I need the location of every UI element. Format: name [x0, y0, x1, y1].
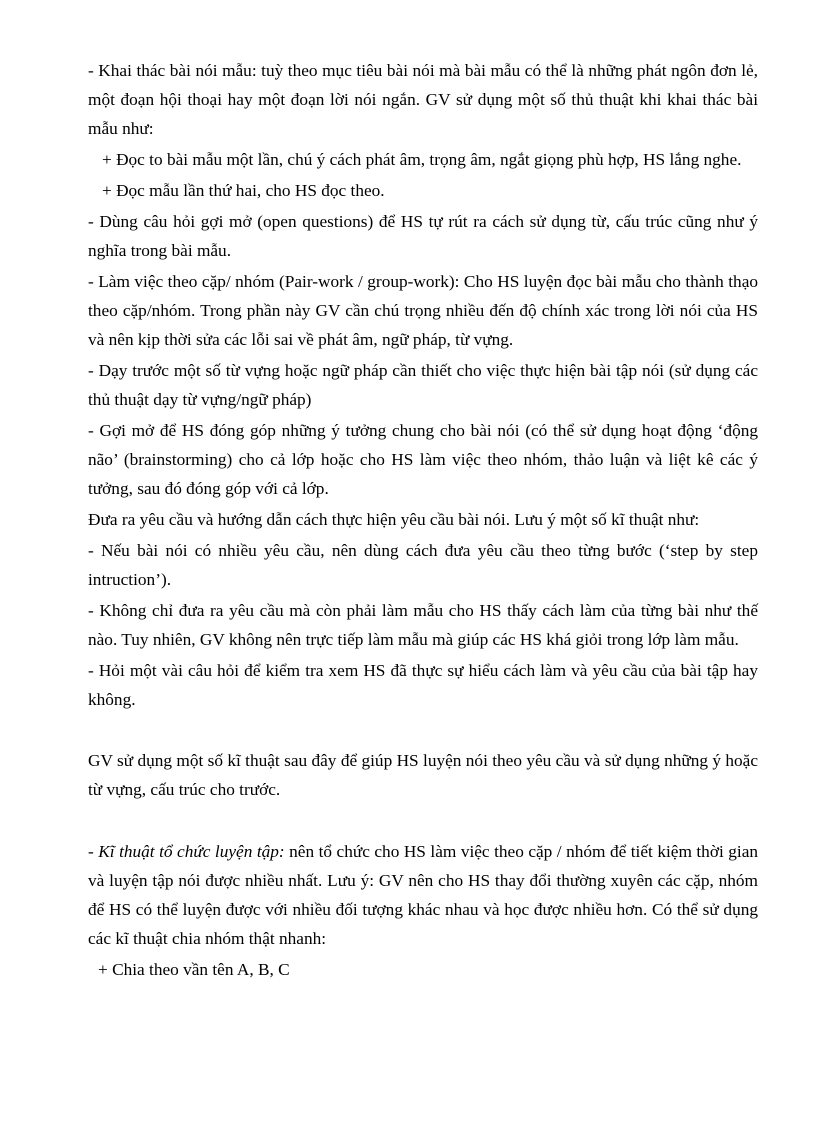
- paragraph-check-questions: - Hỏi một vài câu hỏi để kiểm tra xem HS đã thực sự hiểu cách làm và yêu cầu của bài tập hay không.: [88, 661, 758, 709]
- paragraph-step-by-step: - Nếu bài nói có nhiều yêu cầu, nên dùng cách đưa yêu cầu theo từng bước (‘step by step intruction’).: [88, 541, 758, 589]
- paragraph-spacer: [88, 804, 758, 837]
- paragraph-techniques-intro: GV sử dụng một số kĩ thuật sau đây để giúp HS luyện nói theo yêu cầu và sử dụng những ý hoặc từ vựng, cấu trúc cho trước.: [88, 751, 758, 799]
- paragraph-brainstorming: - Gợi mở để HS đóng góp những ý tưởng chung cho bài nói (có thể sử dụng hoạt động ‘động não’ (brainstorming) cho cả lớp hoặc cho HS làm việc theo nhóm, thảo luận và liệt kê các ý tưởng, sau đó đóng góp với cả lớp.: [88, 421, 758, 498]
- paragraph-spacer: [88, 714, 758, 746]
- paragraph-group-by-name: + Chia theo vần tên A, B, C: [98, 960, 290, 979]
- paragraph-pre-teach: - Dạy trước một số từ vựng hoặc ngữ pháp cần thiết cho việc thực hiện bài tập nói (sử dụng các thủ thuật dạy từ vựng/ngữ pháp): [88, 361, 758, 409]
- paragraph-practice-organization: [88, 837, 758, 953]
- document-page: [88, 56, 758, 984]
- paragraph-pair-work: - Làm việc theo cặp/ nhóm (Pair-work / group-work): Cho HS luyện đọc bài mẫu cho thành thạo theo cặp/nhóm. Trong phần này GV cần chú trọng nhiều đến độ chính xác trong lời nói của HS và nên kịp thời sửa các lỗi sai về phát âm, ngữ pháp, từ vựng.: [88, 272, 758, 349]
- paragraph-instructions: Đưa ra yêu cầu và hướng dẫn cách thực hiện yêu cầu bài nói. Lưu ý một số kĩ thuật như:: [88, 510, 700, 529]
- paragraph-read-aloud: + Đọc to bài mẫu một lần, chú ý cách phát âm, trọng âm, ngắt giọng phù hợp, HS lắng nghe.: [102, 150, 742, 169]
- paragraph-open-questions: - Dùng câu hỏi gợi mở (open questions) để HS tự rút ra cách sử dụng từ, cấu trúc cũng như ý nghĩa trong bài mẫu.: [88, 212, 758, 260]
- paragraph-sample-speech: - Khai thác bài nói mẫu: tuỳ theo mục tiêu bài nói mà bài mẫu có thể là những phát ngôn đơn lẻ, một đoạn hội thoại hay một đoạn lời nói ngắn. GV sử dụng một số thủ thuật khi khai thác bài mẫu như:: [88, 61, 758, 138]
- paragraph-demonstrate: - Không chỉ đưa ra yêu cầu mà còn phải làm mẫu cho HS thấy cách làm của từng bài như thế nào. Tuy nhiên, GV không nên trực tiếp làm mẫu mà giúp các HS khá giỏi trong lớp làm mẫu.: [88, 601, 758, 649]
- technique-heading: - Kĩ thuật tổ chức luyện tập:: [88, 842, 285, 861]
- paragraph-read-second: + Đọc mẫu lần thứ hai, cho HS đọc theo.: [102, 181, 385, 200]
- technique-body: nên tổ chức cho HS làm việc theo cặp / nhóm để tiết kiệm thời gian và luyện tập nói được nhiều nhất. Lưu ý: GV nên cho HS thay đổi thường xuyên các cặp, nhóm để HS có thể luyện được với nhiều đối tượng khác nhau và học được nhiều hơn. Có thể sử dụng các kĩ thuật chia nhóm thật nhanh:: [88, 842, 758, 948]
